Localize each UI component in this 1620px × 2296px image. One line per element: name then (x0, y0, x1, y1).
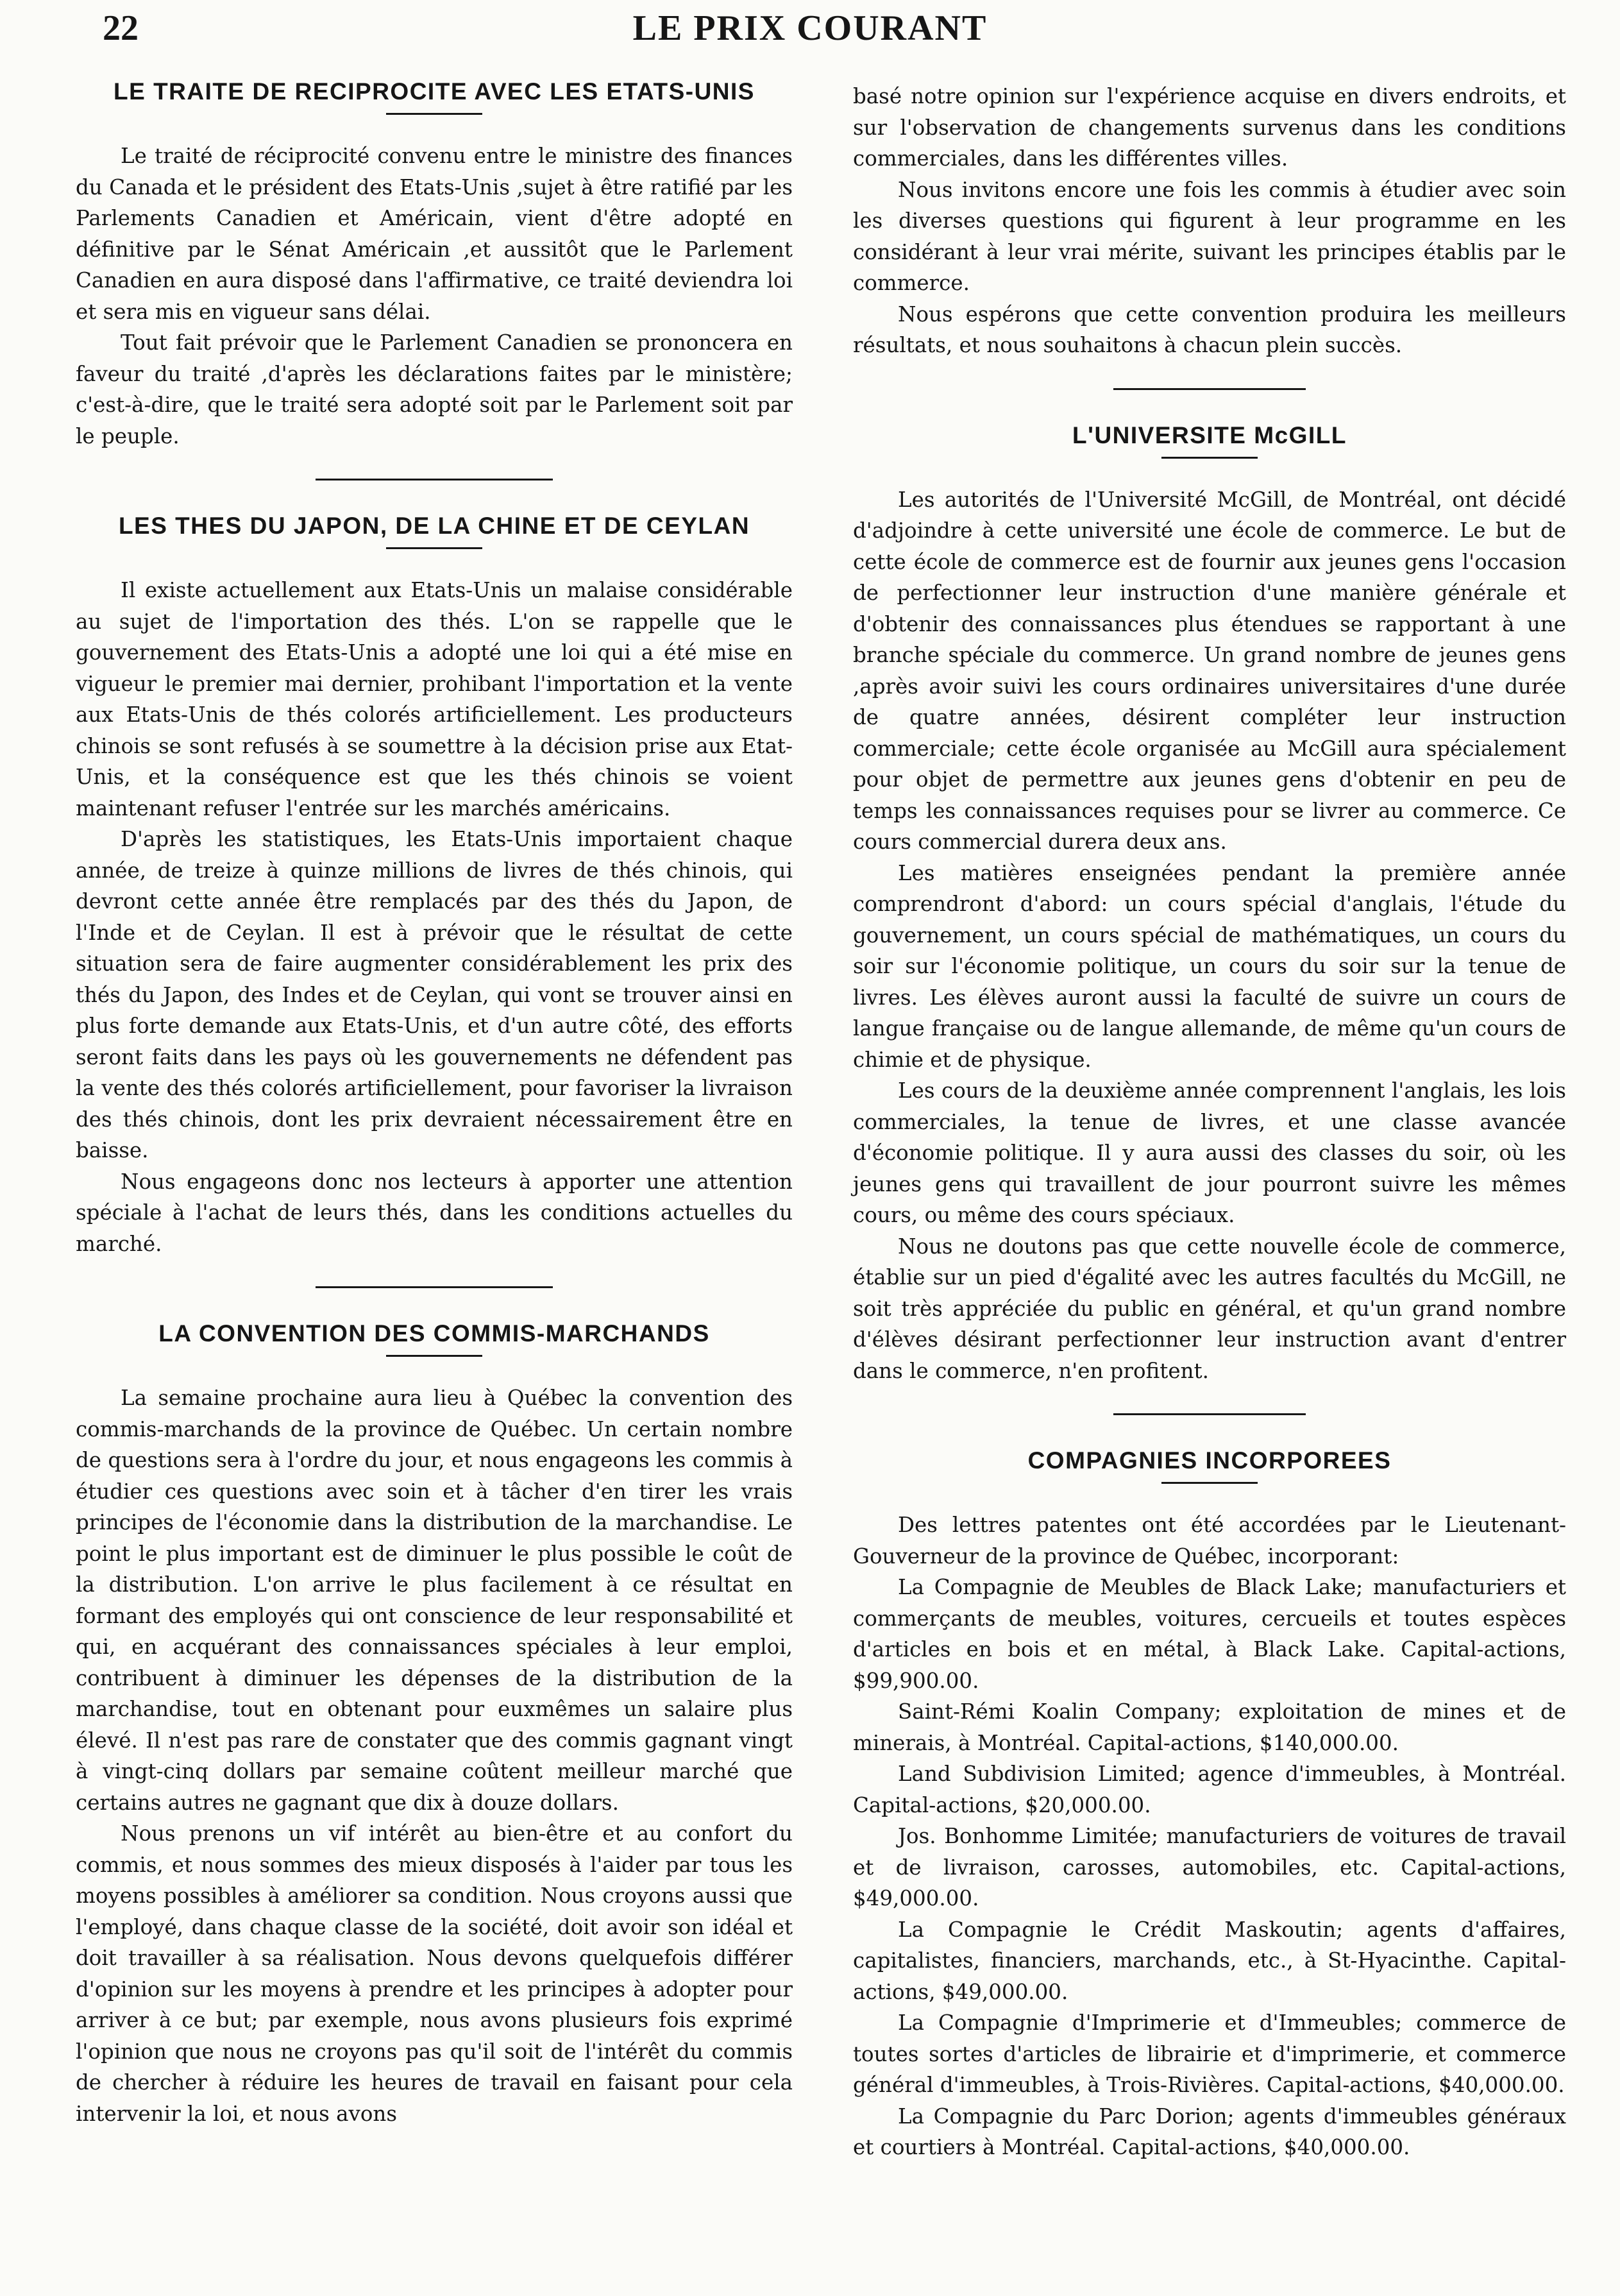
page-number: 22 (103, 8, 139, 48)
title-rule (1161, 1482, 1258, 1484)
article-traite (76, 76, 793, 452)
article-mcgill (853, 420, 1566, 1387)
article-title: L'UNIVERSITE McGILL (1072, 421, 1347, 448)
paragraph: Le traité de réciprocité convenu entre le ministre des finances du Canada et le président des Etats-Unis ,sujet à être ratifié par les Parlements Canadien et Américain, vient d'être adopté en définitive par le Sénat Américain ,et aussitôt que le Parlement Canadien en aura disposé dans l'affirmative, ce traité deviendra loi et sera mis en vigueur sans délai. (76, 144, 793, 324)
paragraph: Les autorités de l'Université McGill, de Montréal, ont décidé d'adjoindre à cette université une école de commerce. Le but de cette école de commerce est de fournir aux jeunes gens l'occasion de perfectionner leur instruction d'une manière générale et d'obtenir des connaissances plus étendues se rapportant à une branche spéciale du commerce. Un grand nombre de jeunes gens ,après avoir suivi les cours ordinaires universitaires d'une durée de quatre années, désirent compléter leur instruction commerciale; cette école organisée au McGill aura spécialement pour objet de permettre aux jeunes gens d'obtenir en peu de temps les connaissances requises pour se livrer au commerce. Ce cours commercial durera deux ans. (853, 487, 1566, 854)
paragraph: Des lettres patentes ont été accordées par le Lieutenant-Gouverneur de la province de Québec, incorporant: (853, 1513, 1566, 1569)
title-rule (386, 547, 482, 549)
article-compagnies (853, 1445, 1566, 2163)
title-rule (386, 1355, 482, 1357)
paragraph: Nous engageons donc nos lecteurs à apporter une attention spéciale à l'achat de leurs thés, dans les conditions actuelles du marché. (76, 1169, 793, 1256)
paragraph: Jos. Bonhomme Limitée; manufacturiers de voitures de travail et de livraison, carosses, automobiles, etc. Capital-actions, $49,000.00. (853, 1824, 1566, 1910)
article-title: LA CONVENTION DES COMMIS-MARCHANDS (158, 1320, 710, 1347)
paragraph: D'après les statistiques, les Etats-Unis importaient chaque année, de treize à quinze millions de livres de thés chinois, qui devront cette année être remplacés par des thés du Japon, de l'Inde et de Ceylan. Il est à prévoir que le résultat de cette situation sera de faire augmenter considérablement les prix des thés du Japon, des Indes et de Ceylan, qui vont se trouver ainsi en plus forte demande aux Etats-Unis, et d'un autre côté, des efforts seront faits dans les pays où les gouvernements ne défendent pas la vente des thés colorés artificiellement, pour favoriser la livraison des thés chinois, dont les prix devraient nécessairement être en baisse. (76, 827, 793, 1162)
paragraph: Les matières enseignées pendant la première année comprendront d'abord: un cours spécial d'anglais, l'étude du gouvernement, un cours spécial de mathématiques, un cours du soir sur l'économie politique, un cours du soir sur la tenue de livres. Les élèves auront aussi la faculté de suivre un cours de langue française ou de langue allemande, de même qu'un cours de chimie et de physique. (853, 860, 1566, 1072)
title-rule (1161, 457, 1258, 459)
publication-title: LE PRIX COURANT (632, 8, 988, 48)
paragraph: La semaine prochaine aura lieu à Québec la convention des commis-marchands de la province de Québec. Un certain nombre de questions sera à l'ordre du jour, et nous engageons les commis à étudier ces questions avec soin et à tâcher d'en tirer les vrais principes de l'économie dans la distribution de la marchandise. Le point le plus important est de diminuer le plus possible le coût de la distribution. L'on arrive le plus facilement à ce résultat en formant des employés qui ont conscience de leur responsabilité et qui, en acquérant des connaissances spéciales à leur emploi, contribuent à diminuer les dépenses de la distribution de la marchandise, tout en obtenant pour euxmêmes un salaire plus élevé. Il n'est pas rare de constater que des commis gagnant vingt à vingt-cinq dollars par semaine coûtent meilleur marché que certains autres ne gagnant que dix à douze dollars. (76, 1386, 793, 1815)
article-title: LE TRAITE DE RECIPROCITE AVEC LES ETATS-UNIS (114, 78, 755, 105)
article-title: COMPAGNIES INCORPOREES (1027, 1447, 1392, 1474)
section-divider (1113, 388, 1306, 390)
paragraph: basé notre opinion sur l'expérience acquise en divers endroits, et sur l'observation de changements survenus dans les conditions commerciales, dans les différentes villes. (853, 84, 1566, 171)
paragraph: Land Subdivision Limited; agence d'immeubles, à Montréal. Capital-actions, $20,000.00. (853, 1762, 1566, 1817)
paragraph: La Compagnie le Crédit Maskoutin; agents d'affaires, capitalistes, financiers, marchands, etc., à St-Hyacinthe. Capital-actions, $49,000.00. (853, 1917, 1566, 2004)
paragraph: Il existe actuellement aux Etats-Unis un malaise considérable au sujet de l'importation des thés. L'on se rappelle que le gouvernement des Etats-Unis a adopté une loi qui a été mise en vigueur le premier mai dernier, prohibant l'importation et la vente aux Etats-Unis de thés colorés artificiellement. Les producteurs chinois se sont refusés à se soumettre à la décision prise aux Etat-Unis, et la conséquence est que les thés chinois se voient maintenant refuser l'entrée sur les marchés américains. (76, 578, 793, 821)
paragraph: Nous espérons que cette convention produira les meilleurs résultats, et nous souhaitons à chacun plein succès. (853, 302, 1566, 357)
article-title: LES THES DU JAPON, DE LA CHINE ET DE CEYLAN (118, 513, 750, 539)
section-divider (316, 1286, 553, 1288)
section-divider (1113, 1413, 1306, 1415)
paragraph: Saint-Rémi Koalin Company; exploitation de mines et de minerais, à Montréal. Capital-actions, $140,000.00. (853, 1699, 1566, 1755)
left-column (76, 76, 793, 2129)
paragraph: Nous invitons encore une fois les commis à étudier avec soin les diverses questions qui figurent à leur programme en les considérant à leur vrai mérite, suivant les principes établis par le commerce. (853, 177, 1566, 295)
paragraph: Nous prenons un vif intérêt au bien-être et au confort du commis, et nous sommes des mieux disposés à l'aider par tous les moyens possibles à améliorer sa condition. Nous croyons aussi que l'employé, dans chaque classe de la société, doit avoir son idéal et doit travailler à sa réalisation. Nous devons quelquefois différer d'opinion sur les moyens à prendre et les principes à adopter pour arriver à ce but; par exemple, nous avons plusieurs fois exprimé l'opinion que nous ne croyons pas qu'il soit de l'intérêt du commis de chercher à réduire les heures de travail en faisant pour cela intervenir la loi, et nous avons (76, 1821, 793, 2126)
paragraph: Les cours de la deuxième année comprennent l'anglais, les lois commerciales, la tenue de livres, et une classe avancée d'économie politique. Il y aura aussi des classes du soir, où les jeunes gens qui travaillent de jour pourront suivre les mêmes cours, ou même des cours spéciaux. (853, 1078, 1566, 1227)
paragraph: La Compagnie d'Imprimerie et d'Immeubles; commerce de toutes sortes d'articles de librairie et d'imprimerie, et commerce général d'immeubles, à Trois-Rivières. Capital-actions, $40,000.00. (853, 2011, 1566, 2097)
title-rule (386, 113, 482, 115)
paragraph: Nous ne doutons pas que cette nouvelle école de commerce, établie sur un pied d'égalité avec les autres facultés du McGill, ne soit très appréciée du public en général, et qu'un grand nombre d'élèves désirant perfectionner leur instruction avant d'entrer dans le commerce, n'en profitent. (853, 1234, 1566, 1383)
article-convention-continued (853, 81, 1566, 361)
article-thes (76, 510, 793, 1259)
paragraph: Tout fait prévoir que le Parlement Canadien se prononcera en faveur du traité ,d'après les déclarations faites par le ministère; c'est-à-dire, que le traité sera adopté soit par le Parlement soit par le peuple. (76, 330, 793, 448)
right-column (853, 81, 1566, 2163)
section-divider (316, 479, 553, 480)
paragraph: La Compagnie de Meubles de Black Lake; manufacturiers et commerçants de meubles, voitures, cercueils et toutes espèces d'articles en bois et en métal, à Black Lake. Capital-actions, $99,900.00. (853, 1575, 1566, 1693)
article-convention (76, 1318, 793, 2129)
paragraph: La Compagnie du Parc Dorion; agents d'immeubles généraux et courtiers à Montréal. Capital-actions, $40,000.00. (853, 2104, 1566, 2159)
